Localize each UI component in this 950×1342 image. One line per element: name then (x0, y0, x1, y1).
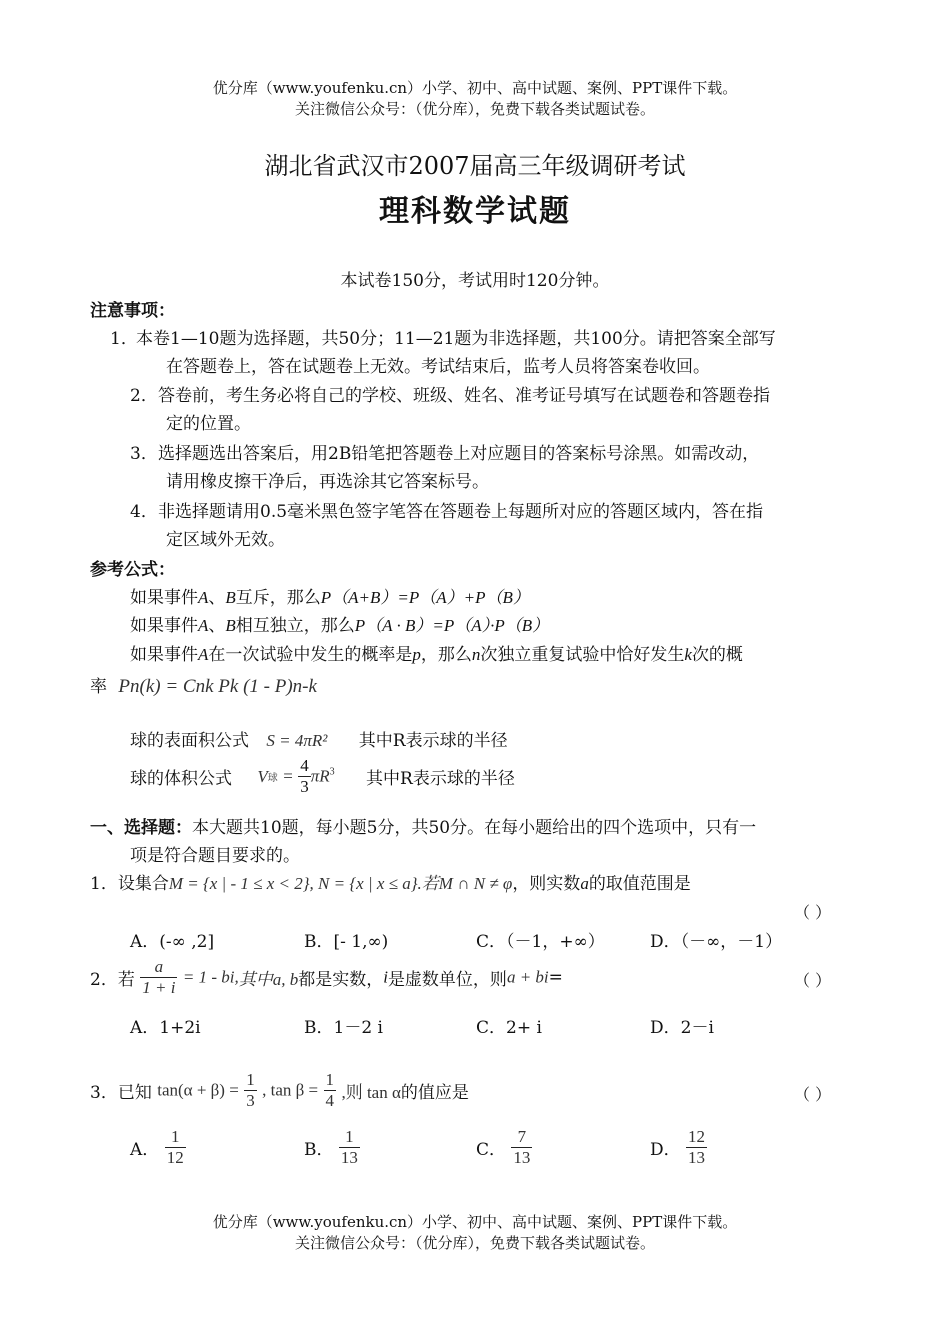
note-1-number: 1． (110, 329, 138, 349)
question-2-option-b[interactable]: B．1－2 i (304, 1018, 383, 1038)
note-4-number: 4． (130, 502, 158, 522)
formula-sphere-volume: 球的体积公式 V球 = $\frac{4}{3}$ $\pi R^3$ 其中R表示球的半径 (130, 756, 515, 796)
footer-line-1: 优分库（www.youfenku.cn）小学、初中、高中试题、案例、PPT课件下载。 (212, 1213, 738, 1231)
formula-mutually-exclusive: 如果事件A、B互斥，那么P（A+B）=P（A）+P（B） (130, 588, 530, 608)
question-2-option-a[interactable]: A．1+2i (130, 1018, 201, 1038)
note-3-line-2: 请用橡皮擦干净后，再选涂其它答案标号。 (166, 472, 489, 492)
note-1-line-2: 在答题卷上，答在试题卷上无效。考试结束后，监考人员将答案卷收回。 (166, 357, 710, 377)
question-2-option-c[interactable]: C．2+ i (476, 1018, 542, 1038)
question-2-fraction: $\frac{a}{1 + i}$ (142, 957, 176, 997)
question-3-answer-bracket[interactable]: （ ） (794, 1085, 832, 1104)
formula-independent: 如果事件A、B相互独立，那么P（A · B）=P（A）·P（B） (130, 616, 550, 636)
question-3-option-d[interactable]: D． $\frac{12}{13}$ (650, 1127, 706, 1167)
header-line-1: 优分库（www.youfenku.cn）小学、初中、高中试题、案例、PPT课件下载。 (212, 79, 738, 97)
note-4-line-2: 定区域外无效。 (166, 530, 285, 550)
question-1-option-a[interactable]: A．(-∞ ,2] (130, 932, 215, 952)
note-1-line-1: 本卷1—10题为选择题，共50分；11—21题为非选择题，共100分。请把答案全部写 (136, 329, 776, 349)
question-1-option-b[interactable]: B．[- 1,∞) (304, 932, 389, 952)
question-2-stem: 2．若 $\frac{a}{1 + i}$ = 1 - bi,其中a, b都是实数，i是虚数单位，则a + bi= (90, 957, 563, 997)
formula-sphere-area: 球的表面积公式 S = 4πR² 其中R表示球的半径 (130, 731, 508, 751)
formula-binomial-line-1: 如果事件A在一次试验中发生的概率是p，那么n次独立重复试验中恰好发生k次的概 (130, 645, 743, 665)
binomial-expression: Pn(k) = Cnk Pk (1 - P)n-k (118, 676, 317, 697)
question-2-answer-bracket[interactable]: （ ） (794, 971, 832, 990)
question-1-option-c[interactable]: C．（－1，+∞） (476, 932, 605, 952)
question-1-answer-bracket[interactable]: （ ） (794, 903, 832, 922)
exam-title: 湖北省武汉市2007届高三年级调研考试 (264, 152, 686, 180)
exam-intro: 本试卷150分，考试用时120分钟。 (340, 271, 610, 291)
note-3-line-1: 选择题选出答案后，用2B铅笔把答题卷上对应题目的答案标号涂黑。如需改动， (158, 444, 760, 464)
note-2-line-2: 定的位置。 (166, 414, 251, 434)
section-1-line-2: 项是符合题目要求的。 (130, 846, 300, 866)
exam-subtitle: 理科数学试题 (379, 194, 571, 229)
formula-binomial-line-2: 率 Pn(k) = Cnk Pk (1 - P)n-k (90, 676, 317, 697)
header-line-2: 关注微信公众号：（优分库），免费下载各类试题试卷。 (294, 100, 655, 118)
question-3-stem: 3．已知 tan(α + β) = $\frac{1}{3}$ , tan β = $\frac{1}{4}$ ,则 tan α的值应是 (90, 1070, 469, 1110)
note-2-line-1: 答卷前，考生务必将自己的学校、班级、姓名、准考证号填写在试题卷和答题卷指 (158, 386, 770, 406)
note-3-number: 3． (130, 444, 158, 464)
question-3-fraction-1: $\frac{1}{3}$ (246, 1070, 255, 1110)
footer-line-2: 关注微信公众号：（优分库），免费下载各类试题试卷。 (294, 1234, 655, 1252)
note-4-line-1: 非选择题请用0.5毫米黑色签字笔答在答题卷上每题所对应的答题区域内，答在指 (158, 502, 764, 522)
volume-fraction: $\frac{4}{3}$ (300, 756, 309, 796)
question-3-option-a[interactable]: A． $\frac{1}{12}$ (130, 1127, 184, 1167)
question-1-stem: 1．设集合M = {x | - 1 ≤ x < 2}, N = {x | x ≤ a}.若M ∩ N ≠ φ，则实数a的取值范围是 (90, 874, 691, 894)
question-3-option-b[interactable]: B． $\frac{1}{13}$ (304, 1127, 358, 1167)
question-3-fraction-2: $\frac{1}{4}$ (325, 1070, 335, 1110)
formulas-heading: 参考公式： (90, 560, 175, 580)
question-2-option-d[interactable]: D．2－i (650, 1018, 714, 1038)
section-1-line-1: 一、选择题：本大题共10题，每小题5分，共50分。在每小题给出的四个选项中，只有一 (90, 818, 757, 838)
notes-heading: 注意事项： (90, 301, 175, 321)
question-3-option-c[interactable]: C． $\frac{7}{13}$ (476, 1127, 531, 1167)
question-1-option-d[interactable]: D．（－∞，－1） (650, 932, 783, 952)
note-2-number: 2． (130, 386, 158, 406)
